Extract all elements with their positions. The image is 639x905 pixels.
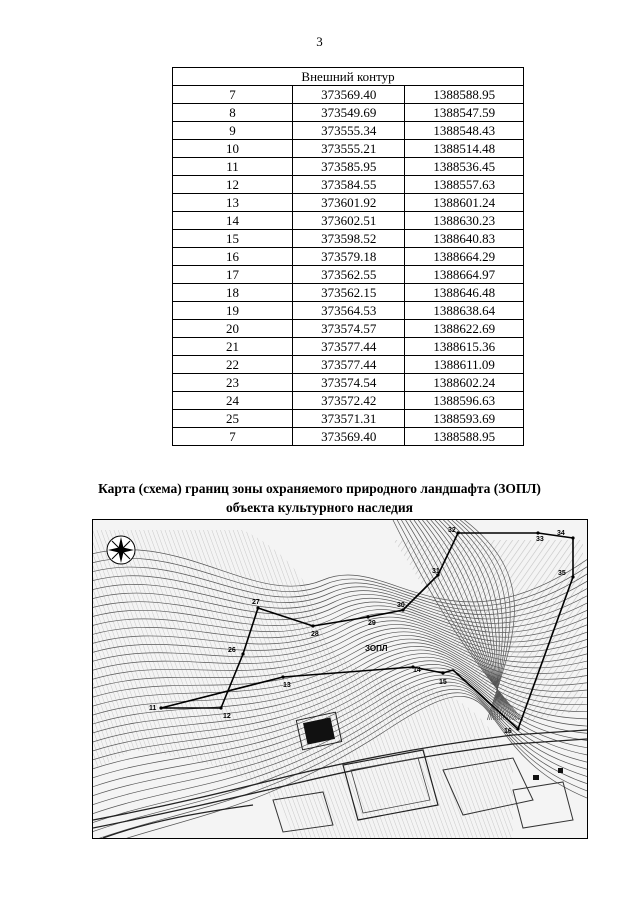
point-number-cell: 15 xyxy=(173,230,293,248)
table-row xyxy=(173,410,524,428)
table-row xyxy=(173,266,524,284)
x-coordinate-cell: 373574.54 xyxy=(293,374,405,392)
table-row xyxy=(173,302,524,320)
y-coordinate-cell: 1388547.59 xyxy=(405,104,524,122)
point-number-cell: 25 xyxy=(173,410,293,428)
point-number-cell: 24 xyxy=(173,392,293,410)
x-coordinate-cell: 373571.31 xyxy=(293,410,405,428)
boundary-point-label: 14 xyxy=(413,667,421,674)
x-coordinate-cell: 373555.21 xyxy=(293,140,405,158)
table-row xyxy=(173,392,524,410)
boundary-point-marker xyxy=(536,531,539,534)
boundary-point-marker xyxy=(256,606,259,609)
boundary-point-label: 34 xyxy=(557,530,565,537)
x-coordinate-cell: 373564.53 xyxy=(293,302,405,320)
point-number-cell: 8 xyxy=(173,104,293,122)
table-row xyxy=(173,104,524,122)
map-title-line-2: объекта культурного наследия xyxy=(226,500,413,515)
table-row xyxy=(173,284,524,302)
boundary-point-marker xyxy=(571,575,574,578)
y-coordinate-cell: 1388630.23 xyxy=(405,212,524,230)
boundary-point-label: 35 xyxy=(558,570,566,577)
point-number-cell: 7 xyxy=(173,86,293,104)
boundary-point-marker xyxy=(281,675,284,678)
boundary-point-label: 29 xyxy=(368,620,376,627)
point-number-cell: 21 xyxy=(173,338,293,356)
y-coordinate-cell: 1388588.95 xyxy=(405,428,524,446)
boundary-point-label: 28 xyxy=(311,631,319,638)
table-row xyxy=(173,428,524,446)
table-row xyxy=(173,194,524,212)
boundary-point-marker xyxy=(366,615,369,618)
table-row xyxy=(173,140,524,158)
table-row xyxy=(173,158,524,176)
boundary-point-label: 33 xyxy=(536,536,544,543)
boundary-point-marker xyxy=(456,531,459,534)
table-row xyxy=(173,320,524,338)
point-number-cell: 13 xyxy=(173,194,293,212)
x-coordinate-cell: 373562.55 xyxy=(293,266,405,284)
y-coordinate-cell: 1388593.69 xyxy=(405,410,524,428)
y-coordinate-cell: 1388596.63 xyxy=(405,392,524,410)
table-row xyxy=(173,248,524,266)
y-coordinate-cell: 1388638.64 xyxy=(405,302,524,320)
x-coordinate-cell: 373598.52 xyxy=(293,230,405,248)
point-number-cell: 14 xyxy=(173,212,293,230)
x-coordinate-cell: 373562.15 xyxy=(293,284,405,302)
boundary-point-label: 12 xyxy=(223,713,231,720)
x-coordinate-cell: 373569.40 xyxy=(293,86,405,104)
table-body xyxy=(173,86,524,446)
y-coordinate-cell: 1388536.45 xyxy=(405,158,524,176)
table-row xyxy=(173,230,524,248)
boundary-point-label: 31 xyxy=(432,568,440,575)
x-coordinate-cell: 373549.69 xyxy=(293,104,405,122)
x-coordinate-cell: 373577.44 xyxy=(293,338,405,356)
y-coordinate-cell: 1388588.95 xyxy=(405,86,524,104)
boundary-point-marker xyxy=(219,706,222,709)
point-number-cell: 19 xyxy=(173,302,293,320)
point-number-cell: 11 xyxy=(173,158,293,176)
table-header-row xyxy=(173,68,524,86)
boundary-point-marker xyxy=(241,652,244,655)
y-coordinate-cell: 1388557.63 xyxy=(405,176,524,194)
y-coordinate-cell: 1388548.43 xyxy=(405,122,524,140)
zone-label: ЗОПЛ xyxy=(365,644,388,653)
y-coordinate-cell: 1388640.83 xyxy=(405,230,524,248)
y-coordinate-cell: 1388615.36 xyxy=(405,338,524,356)
y-coordinate-cell: 1388601.24 xyxy=(405,194,524,212)
boundary-point-marker xyxy=(441,671,444,674)
y-coordinate-cell: 1388664.29 xyxy=(405,248,524,266)
x-coordinate-cell: 373577.44 xyxy=(293,356,405,374)
boundary-point-marker xyxy=(311,624,314,627)
point-number-cell: 9 xyxy=(173,122,293,140)
boundary-point-label: 13 xyxy=(283,682,291,689)
coordinates-table xyxy=(172,67,524,446)
boundary-point-label: 30 xyxy=(397,602,405,609)
boundary-point-label: 26 xyxy=(228,647,236,654)
compass-rose xyxy=(107,536,135,564)
point-number-cell: 22 xyxy=(173,356,293,374)
x-coordinate-cell: 373555.34 xyxy=(293,122,405,140)
boundary-map xyxy=(92,519,588,839)
boundary-point-marker xyxy=(516,727,519,730)
table-row xyxy=(173,122,524,140)
boundary-point-marker xyxy=(159,706,162,709)
y-coordinate-cell: 1388664.97 xyxy=(405,266,524,284)
x-coordinate-cell: 373579.18 xyxy=(293,248,405,266)
boundary-point-label: 11 xyxy=(149,705,157,712)
map-title xyxy=(60,479,579,517)
x-coordinate-cell: 373584.55 xyxy=(293,176,405,194)
map-title-line-1: Карта (схема) границ зоны охраняемого природного ландшафта (ЗОПЛ) xyxy=(98,481,541,496)
point-number-cell: 7 xyxy=(173,428,293,446)
table-row xyxy=(173,374,524,392)
table-header: Внешний контур xyxy=(173,68,524,86)
x-coordinate-cell: 373574.57 xyxy=(293,320,405,338)
x-coordinate-cell: 373569.40 xyxy=(293,428,405,446)
point-number-cell: 20 xyxy=(173,320,293,338)
x-coordinate-cell: 373585.95 xyxy=(293,158,405,176)
point-number-cell: 23 xyxy=(173,374,293,392)
point-number-cell: 18 xyxy=(173,284,293,302)
point-number-cell: 10 xyxy=(173,140,293,158)
x-coordinate-cell: 373572.42 xyxy=(293,392,405,410)
y-coordinate-cell: 1388646.48 xyxy=(405,284,524,302)
boundary-point-label: 32 xyxy=(448,527,456,534)
table-row xyxy=(173,86,524,104)
x-coordinate-cell: 373601.92 xyxy=(293,194,405,212)
table-row xyxy=(173,338,524,356)
y-coordinate-cell: 1388514.48 xyxy=(405,140,524,158)
y-coordinate-cell: 1388602.24 xyxy=(405,374,524,392)
table-row xyxy=(173,356,524,374)
map-canvas xyxy=(93,520,587,838)
boundary-point-label: 16 xyxy=(504,728,512,735)
table-row xyxy=(173,212,524,230)
point-number-cell: 12 xyxy=(173,176,293,194)
page-number: 3 xyxy=(316,34,323,49)
boundary-point-marker xyxy=(571,536,574,539)
point-number-cell: 16 xyxy=(173,248,293,266)
y-coordinate-cell: 1388622.69 xyxy=(405,320,524,338)
boundary-point-label: 27 xyxy=(252,599,260,606)
boundary-point-label: 15 xyxy=(439,679,447,686)
y-coordinate-cell: 1388611.09 xyxy=(405,356,524,374)
point-number-cell: 17 xyxy=(173,266,293,284)
x-coordinate-cell: 373602.51 xyxy=(293,212,405,230)
table-row xyxy=(173,176,524,194)
